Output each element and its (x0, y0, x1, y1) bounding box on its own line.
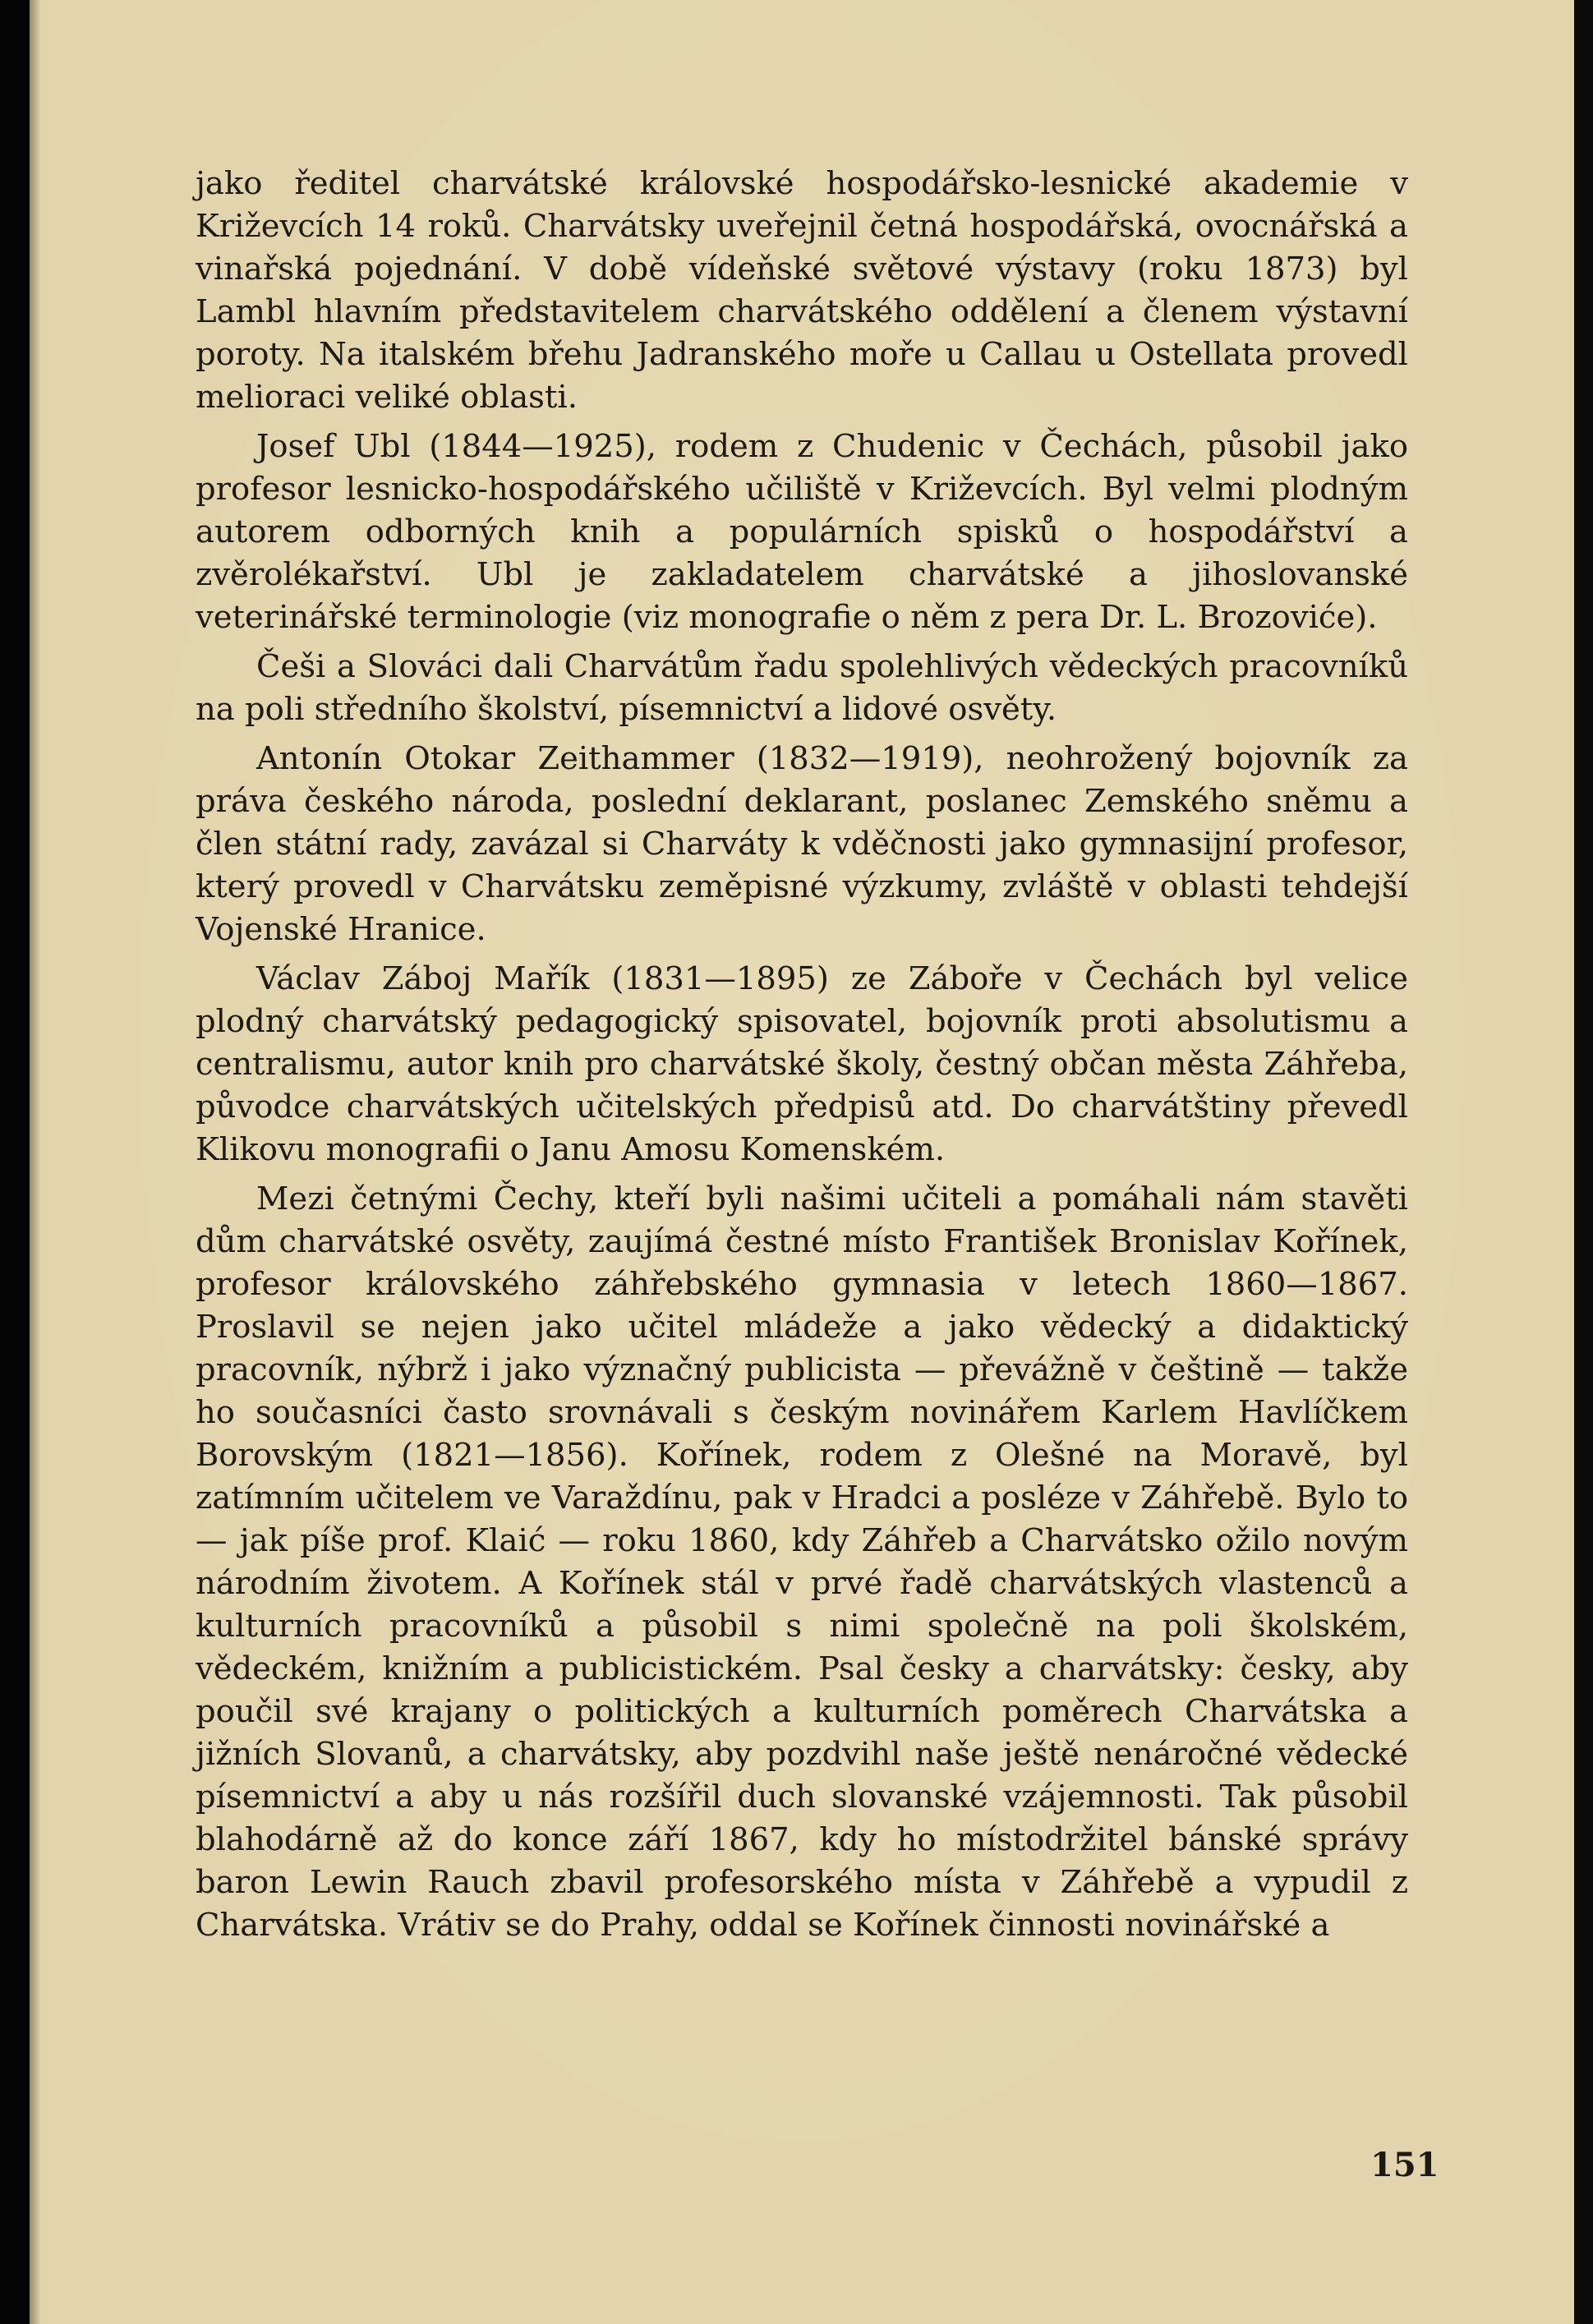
paragraph-lambl: jako ředitel charvátské královské hospodářsko-lesnické akademie v Križevcích 14 roků. Charvátsky uveřejnil četná hospodářská, ovocnářská a vinařská pojednání. V době vídeňské světové výstavy (roku 1873) byl Lambl hlavním představitelem charvátského oddělení a členem výstavní poroty. Na italském břehu Jadranského moře u Callau u Ostellata provedl melioraci veliké oblasti. (196, 165, 1408, 416)
paragraph-marik: Václav Záboj Mařík (1831—1895) ze Záboře v Čechách byl velice plodný charvátský pedagogický spisovatel, bojovník proti absolutismu a centralismu, autor knih pro charvátské školy, čestný občan města Záhřeba, původce charvátských učitelských předpisů atd. Do charvátštiny převedl Klikovu monografii o Janu Amosu Komenském. (196, 960, 1408, 1168)
binding-edge (0, 0, 30, 2324)
page-number: 151 (1370, 2146, 1439, 2184)
paragraph-cesi-slovaci: Češi a Slováci dali Charvátům řadu spolehlivých vědeckých pracovníků na poli středního školství, písemnictví a lidové osvěty. (196, 648, 1408, 728)
paragraph-ubl: Josef Ubl (1844—1925), rodem z Chudenic v Čechách, působil jako profesor lesnicko-hospodářského učiliště v Križevcích. Byl velmi plodným autorem odborných knih a populárních spisků o hospodářství a zvěrolékařství. Ubl je zakladatelem charvátské a jihoslovanské veterinářské terminologie (viz monografie o něm z pera Dr. L. Brozoviće). (196, 428, 1408, 636)
paragraph-korinek: Mezi četnými Čechy, kteří byli našimi učiteli a pomáhali nám stavěti dům charvátské osvěty, zaujímá čestné místo František Bronislav Kořínek, profesor královského záhřebského gymnasia v letech 1860—1867. Proslavil se nejen jako učitel mládeže a jako vědecký a didaktický pracovník, nýbrž i jako význačný publicista — převážně v češtině — takže ho současníci často srovnávali s českým novinářem Karlem Havlíčkem Borovským (1821—1856). Kořínek, rodem z Olešné na Moravě, byl zatímním učitelem ve Varaždínu, pak v Hradci a posléze v Záhřebě. Bylo to — jak píše prof. Klaić — roku 1860, kdy Záhřeb a Charvátsko ožilo novým národním životem. A Kořínek stál v prvé řadě charvátských vlastenců a kulturních pracovníků a působil s nimi společně na poli školském, vědeckém, knižním a publicistickém. Psal česky a charvátsky: česky, aby poučil své krajany o politických a kulturních poměrech Charvátska a jižních Slovanů, a charvátsky, aby pozdvihl naše ještě nenáročné vědecké písemnictví a aby u nás rozšířil duch slovanské vzájemnosti. Tak působil blahodárně až do konce září 1867, kdy ho místodržitel bánské správy baron Lewin Rauch zbavil profesorského místa v Záhřebě a vypudil z Charvátska. Vrátiv se do Prahy, oddal se Kořínek činnosti novinářské a (196, 1180, 1408, 1944)
body-text (196, 163, 1408, 1954)
paragraph-zeithammer: Antonín Otokar Zeithammer (1832—1919), neohrožený bojovník za práva českého národa, poslední deklarant, poslanec Zemského sněmu a člen státní rady, zavázal si Charváty k vděčnosti jako gymnasijní profesor, který provedl v Charvátsku zeměpisné výzkumy, zvláště v oblasti tehdejší Vojenské Hranice. (196, 740, 1408, 948)
page-gutter-shadow (30, 0, 41, 2324)
